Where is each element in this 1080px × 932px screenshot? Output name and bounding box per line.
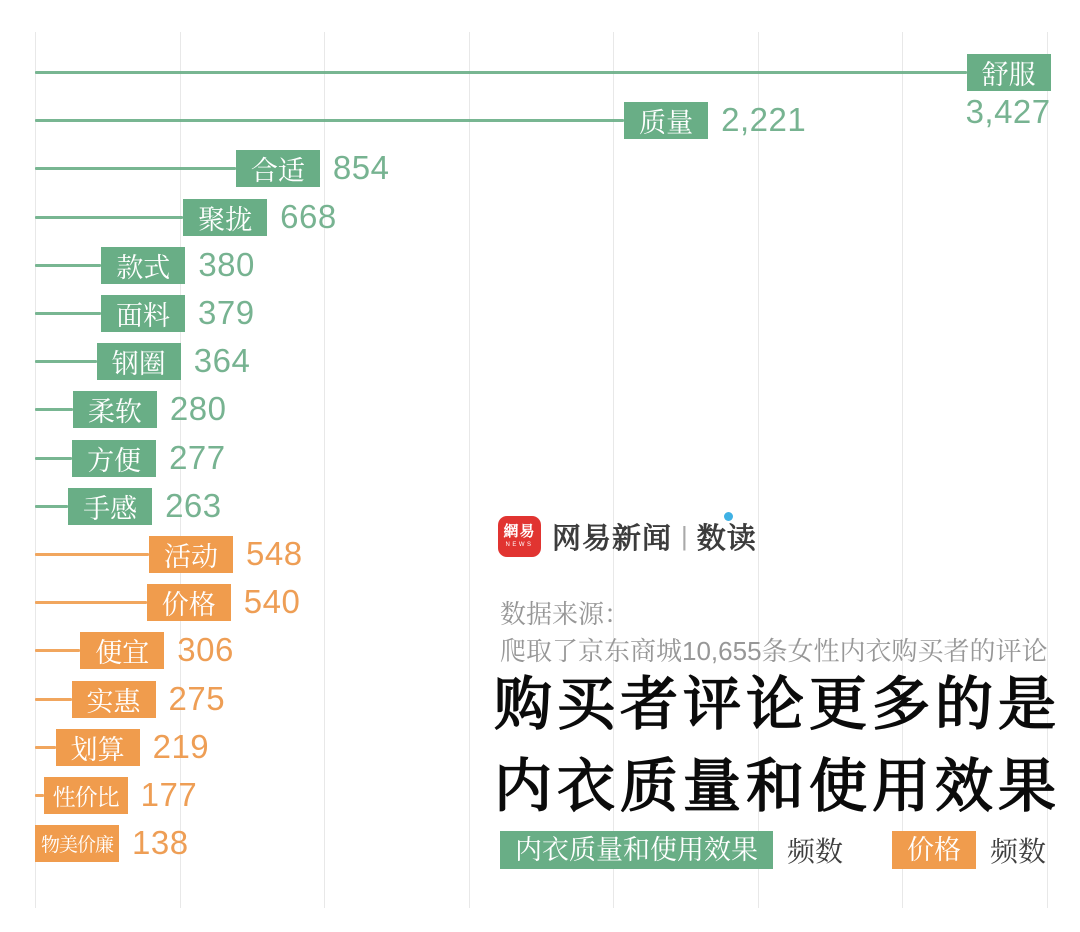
bar-label-box: 柔软 [73, 391, 157, 428]
brand-wordmark [552, 516, 757, 557]
bar-line [35, 119, 624, 122]
bar-line [35, 457, 72, 460]
legend-item-quality [500, 830, 843, 870]
legend-suffix-price: 频数 [990, 836, 1047, 867]
legend-swatch-price: 价格 [892, 831, 976, 869]
netease-app-icon [498, 516, 541, 557]
bar-label-box: 舒服 [967, 54, 1051, 91]
bar-line [35, 649, 80, 652]
legend [500, 830, 1046, 870]
chart-title [494, 664, 1061, 828]
chart-title-line2: 内衣质量和使用效果 [494, 754, 1062, 819]
bar-label-box: 合适 [236, 150, 320, 187]
bar-line [35, 553, 149, 556]
netease-icon-text: 網易 [503, 523, 536, 540]
brand-sub-label: 数读 [696, 523, 757, 555]
bar-value: 219 [152, 727, 210, 765]
bar-value: 275 [168, 679, 226, 717]
legend-suffix-quality: 频数 [787, 836, 844, 867]
bar-line [35, 167, 236, 170]
legend-swatch-quality: 内衣质量和使用效果 [500, 831, 773, 869]
bar-value: 263 [165, 486, 222, 524]
bar-line [35, 746, 56, 749]
bar-line [35, 698, 72, 701]
brand-blue-dot-icon [724, 512, 733, 521]
legend-item-price [892, 830, 1046, 870]
netease-logo [498, 516, 757, 557]
bar-line [35, 505, 68, 508]
bar-value: 364 [193, 342, 251, 380]
data-source-text: 爬取了京东商城10,655条女性内衣购买者的评论 [500, 636, 1048, 666]
bar-line [35, 794, 44, 797]
chart-title-line1: 购买者评论更多的是 [494, 672, 1062, 737]
bar-value: 668 [280, 197, 337, 235]
bar-value: 177 [140, 776, 198, 813]
bar-label-box: 面料 [101, 295, 185, 332]
bar-value: 280 [169, 390, 227, 428]
bar-value: 540 [243, 583, 301, 621]
data-source-label: 数据来源： [500, 599, 631, 629]
gridline [35, 32, 36, 908]
bar-label-box: 手感 [68, 488, 152, 525]
bar-label-box: 划算 [56, 729, 140, 766]
bar-value: 138 [132, 824, 189, 862]
bar-label-box: 聚拢 [183, 199, 267, 236]
bar-label-box: 款式 [101, 247, 185, 284]
bar-line [35, 216, 183, 219]
bar-value: 379 [198, 294, 255, 331]
bar-value: 306 [177, 631, 234, 669]
bar-label-box: 质量 [624, 102, 708, 139]
bar-value: 2,221 [721, 101, 807, 139]
gridline [324, 32, 325, 908]
data-source [500, 596, 1048, 670]
brand-sub-name [697, 516, 757, 557]
bar-label-box: 物美价廉 [35, 825, 119, 862]
brand-separator: | [681, 521, 688, 551]
bar-label-box: 价格 [147, 584, 231, 621]
bar-line [35, 408, 73, 411]
bar-line [35, 312, 101, 315]
bar-label-box: 活动 [149, 536, 233, 573]
bar-line [35, 71, 967, 74]
bar-label-box: 钢圈 [97, 343, 181, 380]
bar-line [35, 601, 147, 604]
netease-icon-subtext: NEWS [505, 542, 534, 548]
bar-label-box: 实惠 [72, 681, 156, 718]
bar-value: 3,427 [965, 93, 1051, 130]
bar-line [35, 264, 101, 267]
bar-label-box: 方便 [72, 440, 156, 477]
bar-value: 854 [332, 149, 390, 187]
gridline [469, 32, 470, 908]
bar-value: 277 [169, 438, 226, 476]
bar-line [35, 360, 97, 363]
bar-value: 548 [246, 535, 303, 572]
bar-value: 380 [198, 245, 255, 283]
brand-name: 网易新闻 [552, 523, 673, 555]
bar-label-box: 性价比 [44, 777, 128, 814]
bar-label-box: 便宜 [80, 632, 164, 669]
